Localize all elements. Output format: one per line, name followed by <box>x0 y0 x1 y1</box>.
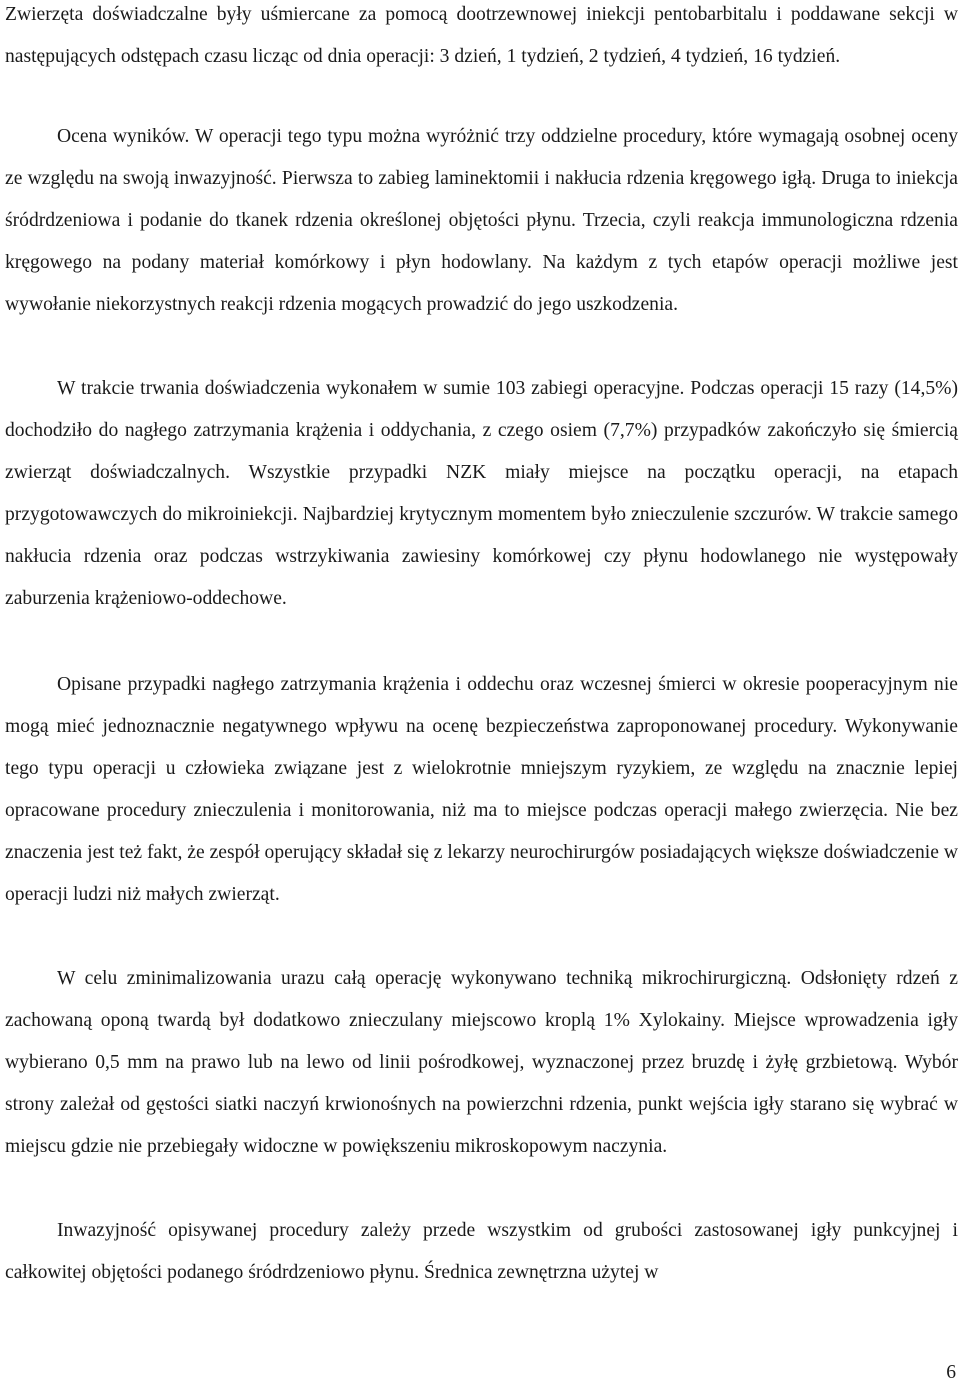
paragraph-microsurgery: W celu zminimalizowania urazu całą operację wykonywano techniką mikrochirurgiczną. Odsłonięty rdzeń z zachowaną oponą twardą był dodatkowo znieczulany miejscowo kroplą 1% Xylokainy. Miejsce wprowadzenia igły wybierano 0,5 mm na prawo lub na lewo od linii pośrodkowej, wyznaczonej przez bruzdę i żyłę grzbietową. Wybór strony zależał od gęstości siatki naczyń krwionośnych na powierzchni rdzenia, punkt wejścia igły starano się wybrać w miejscu gdzie nie przebiegały widoczne w powiększeniu mikroskopowym naczynia. <box>5 968 958 1157</box>
paragraph-cardiac-arrest-cases: Opisane przypadki nagłego zatrzymania krążenia i oddechu oraz wczesnej śmierci w okresie pooperacyjnym nie mogą mieć jednoznacznie negatywnego wpływu na ocenę bezpieczeństwa zaproponowanej procedury. Wykonywanie tego typu operacji u człowieka związane jest z wielokrotnie mniejszym ryzykiem, ze względu na znacznie lepiej opracowane procedury znieczulenia i monitorowania, niż ma to miejsce podczas operacji małego zwierzęcia. Nie bez znaczenia jest też fakt, że zespół operujący składał się z lekarzy neurochirurgów posiadających większe doświadczenie w operacji ludzi niż małych zwierząt. <box>5 674 958 905</box>
page-number: 6 <box>946 1362 956 1383</box>
paragraph-operations-count: W trakcie trwania doświadczenia wykonałem w sumie 103 zabiegi operacyjne. Podczas operacji 15 razy (14,5%) dochodziło do nagłego zatrzymania krążenia i oddychania, z czego osiem (7,7%) przypadków zakończyło się śmiercią zwierząt doświadczalnych. Wszystkie przypadki NZK miały miejsce na początku operacji, na etapach przygotowawczych do mikroiniekcji. Najbardziej krytycznym momentem było znieczulenie szczurów. W trakcie samego nakłucia rdzenia oraz podczas wstrzykiwania zawiesiny komórkowej czy płynu hodowlanego nie występowały zaburzenia krążeniowo-oddechowe. <box>5 378 958 609</box>
paragraph-euthanasia: Zwierzęta doświadczalne były uśmiercane za pomocą dootrzewnowej iniekcji pentobarbitalu i poddawane sekcji w następujących odstępach czasu licząc od dnia operacji: 3 dzień, 1 tydzień, 2 tydzień, 4 tydzień, 16 tydzień. <box>5 4 958 67</box>
paragraph-invasiveness: Inwazyjność opisywanej procedury zależy przede wszystkim od grubości zastosowanej igły punkcyjnej i całkowitej objętości podanego śródrdzeniowo płynu. Średnica zewnętrzna użytej w <box>5 1220 958 1283</box>
paragraph-results-evaluation: Ocena wyników. W operacji tego typu można wyróżnić trzy oddzielne procedury, które wymagają osobnej oceny ze względu na swoją inwazyjność. Pierwsza to zabieg laminektomii i nakłucia rdzenia kręgowego igłą. Druga to iniekcja śródrdzeniowa i podanie do tkanek rdzenia określonej objętości płynu. Trzecia, czyli reakcja immunologiczna rdzenia kręgowego na podany materiał komórkowy i płyn hodowlany. Na każdym z tych etapów operacji możliwe jest wywołanie niekorzystnych reakcji rdzenia mogących prowadzić do jego uszkodzenia. <box>5 126 958 315</box>
